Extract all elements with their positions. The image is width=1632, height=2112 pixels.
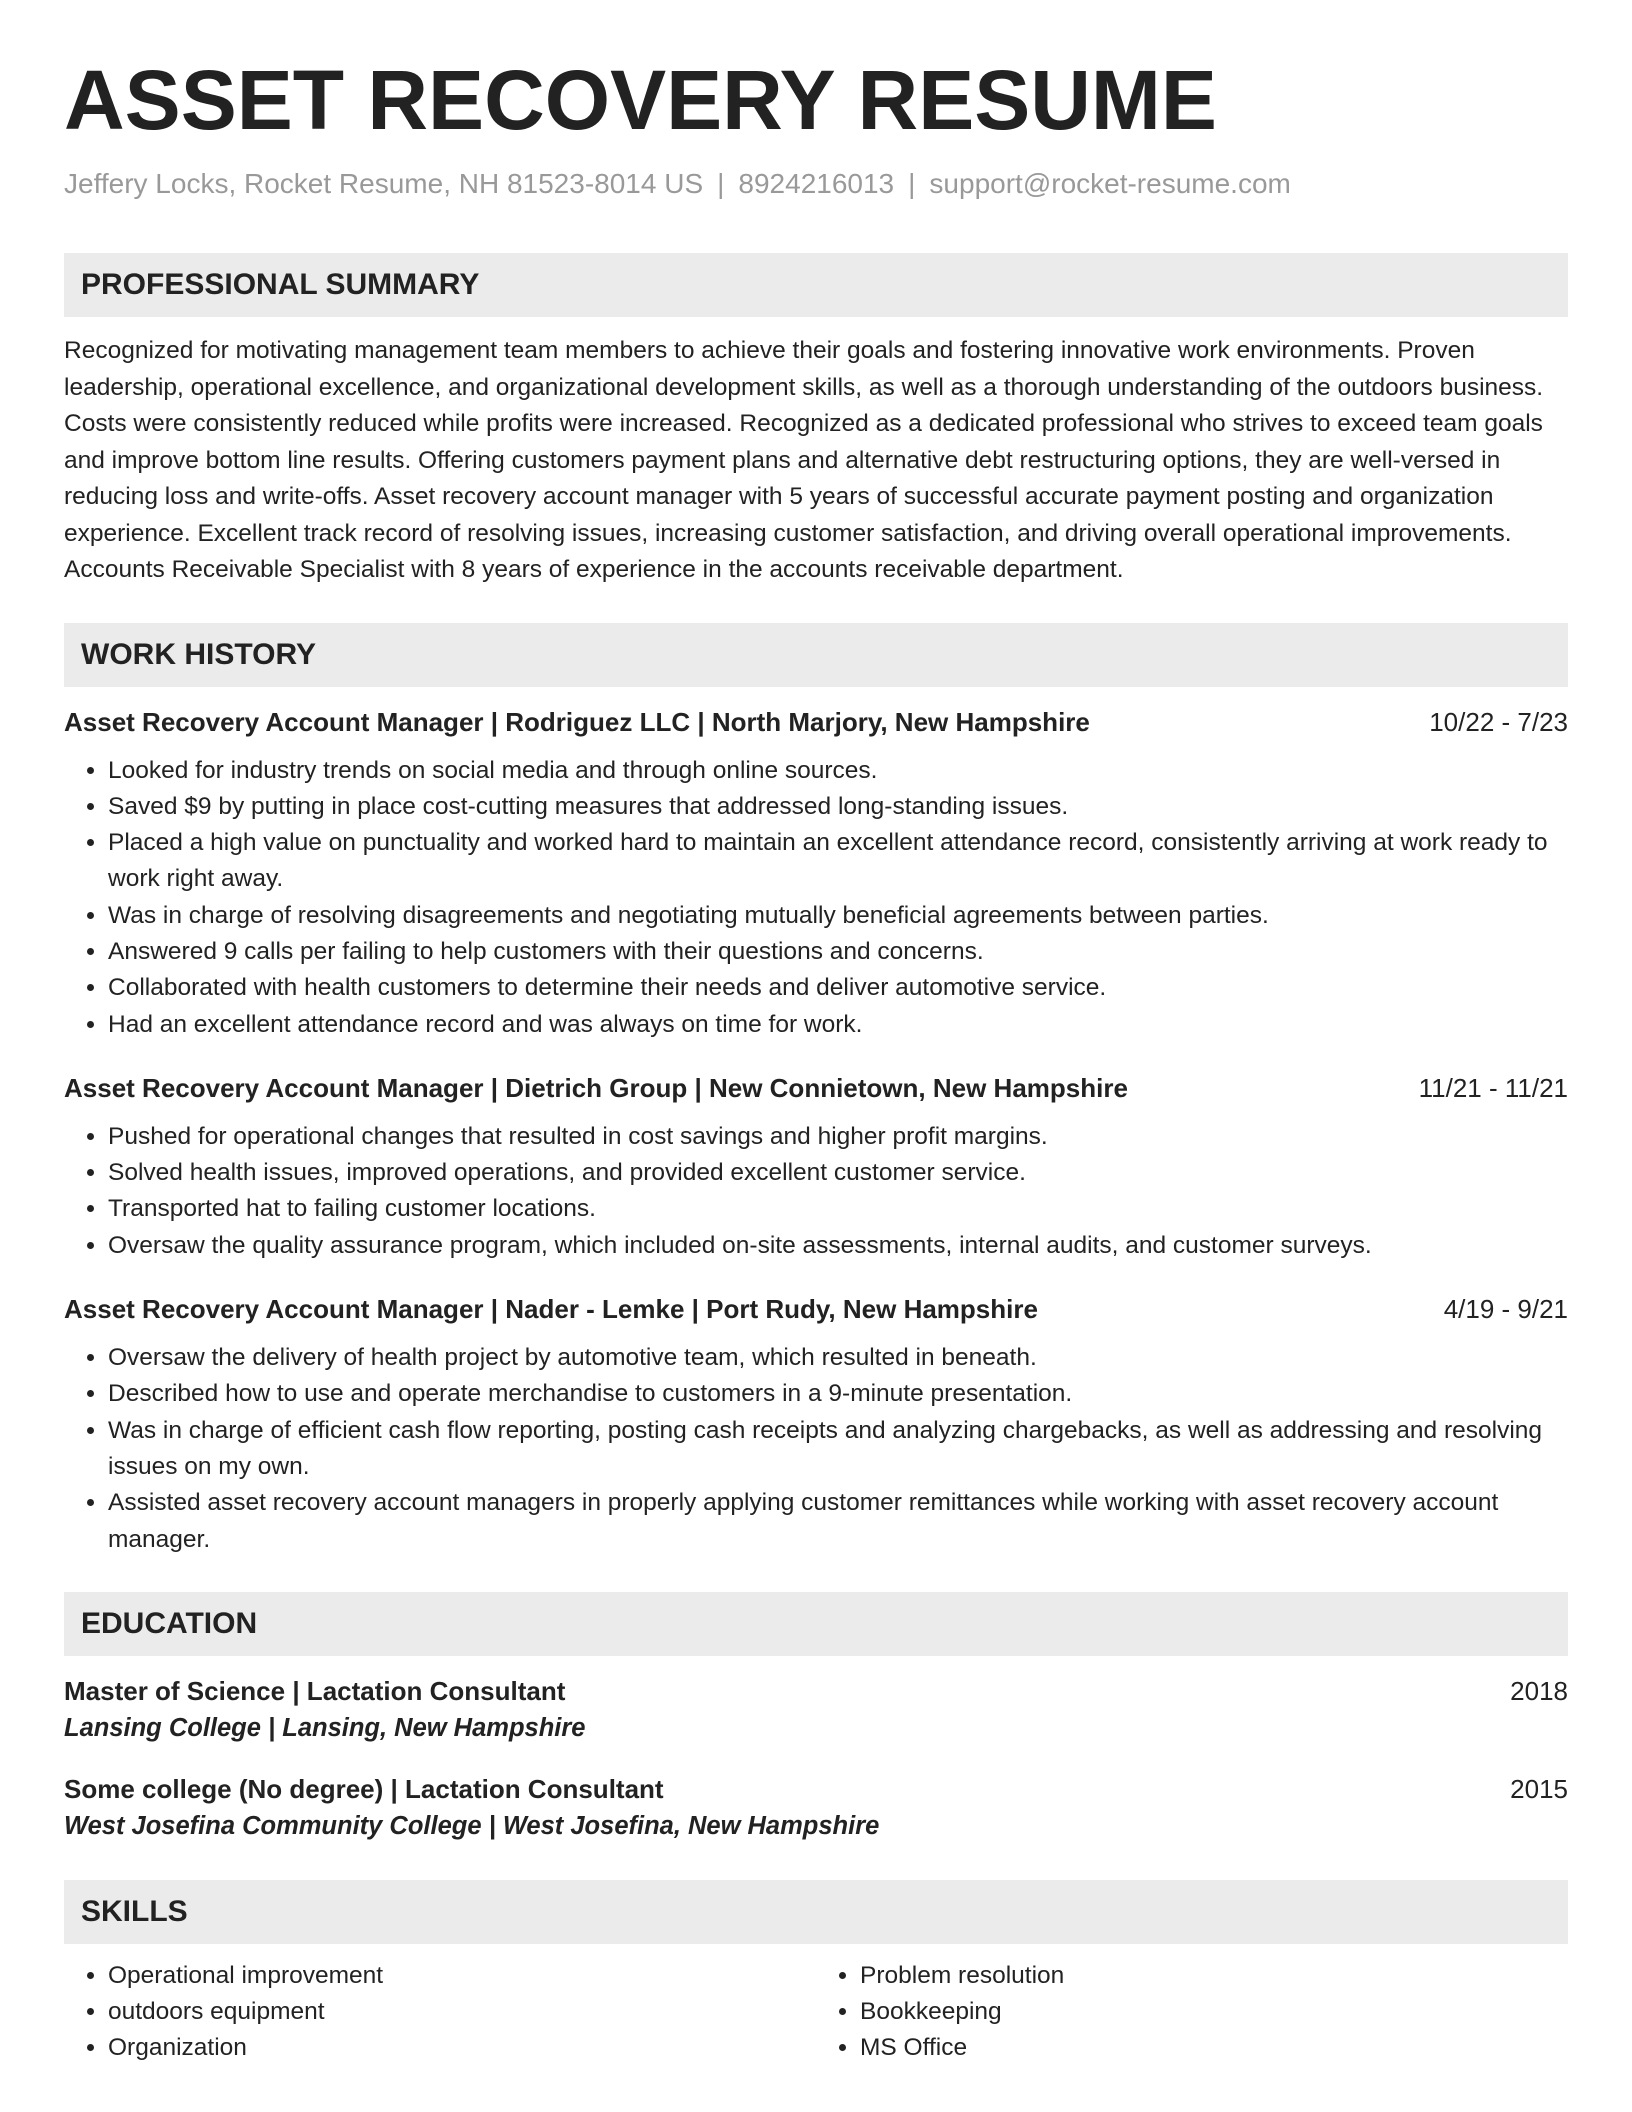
job-entry — [64, 1292, 1568, 1558]
job-bullet: • Answered 9 calls per failing to help customers with their questions and concerns. — [108, 934, 1568, 970]
skill-item: • MS Office — [860, 2030, 1568, 2066]
skills-column-left — [64, 1958, 816, 2067]
education-entry — [64, 1674, 1568, 1748]
skills-list — [64, 1958, 1568, 2067]
job-bullet: • Was in charge of efficient cash flow reporting, posting cash receipts and analyzing chargebacks, as well as addressing and resolving issues on my own. — [108, 1413, 1568, 1486]
job-header — [64, 705, 1568, 739]
summary-text: Recognized for motivating management team members to achieve their goals and fostering innovative work environments. Proven leadership, operational excellence, and organizational development skills, as well as a thorough understanding of the outdoors business. Costs were consistently reduced while profits were increased. Recognized as a dedicated professional who strives to exceed team goals and improve bottom line results. Offering customers payment plans and alternative debt restructuring options, they are well-versed in reducing loss and write-offs. Asset recovery account manager with 5 years of successful accurate payment posting and organization experience. Excellent track record of resolving issues, increasing customer satisfaction, and driving overall operational improvements. Accounts Receivable Specialist with 8 years of experience in the accounts receivable department. — [64, 337, 1544, 583]
job-dates: 10/22 - 7/23 — [1429, 706, 1568, 737]
job-bullet: • Had an excellent attendance record and was always on time for work. — [108, 1007, 1568, 1043]
job-bullet: • Pushed for operational changes that resulted in cost savings and higher profit margins. — [108, 1119, 1568, 1155]
job-bullets — [64, 1340, 1568, 1558]
contact-email: support@rocket-resume.com — [929, 168, 1291, 199]
job-bullet: • Oversaw the quality assurance program, which included on-site assessments, internal audits, and customer surveys. — [108, 1228, 1568, 1264]
education-degree: Master of Science | Lactation Consultant — [64, 1675, 566, 1706]
skill-item: • Problem resolution — [860, 1958, 1568, 1994]
skill-item: • outdoors equipment — [108, 1994, 816, 2030]
skill-item: • Organization — [108, 2030, 816, 2066]
job-title: Asset Recovery Account Manager | Rodriguez LLC | North Marjory, New Hampshire — [64, 706, 1090, 737]
job-header — [64, 1292, 1568, 1326]
skill-item: • Bookkeeping — [860, 1994, 1568, 2030]
skills-column-right — [816, 1958, 1568, 2067]
contact-line — [64, 170, 1568, 198]
contact-separator: | — [908, 168, 916, 199]
job-header — [64, 1071, 1568, 1105]
job-bullet: • Looked for industry trends on social media and through online sources. — [108, 753, 1568, 789]
job-bullet: • Collaborated with health customers to determine their needs and deliver automotive service. — [108, 970, 1568, 1006]
section-heading-skills: SKILLS — [64, 1880, 1568, 1944]
job-bullets — [64, 753, 1568, 1043]
skill-item: • Operational improvement — [108, 1958, 816, 1994]
contact-phone: 8924216013 — [738, 168, 895, 199]
education-school: West Josefina Community College | West Josefina, New Hampshire — [64, 1811, 880, 1840]
section-heading-education: EDUCATION — [64, 1592, 1568, 1656]
job-bullet: • Oversaw the delivery of health project by automotive team, which resulted in beneath. — [108, 1340, 1568, 1376]
job-entry — [64, 1071, 1568, 1264]
job-bullet: • Described how to use and operate merchandise to customers in a 9-minute presentation. — [108, 1376, 1568, 1412]
education-header — [64, 1674, 1568, 1708]
contact-address: Jeffery Locks, Rocket Resume, NH 81523-8014 US — [64, 168, 704, 199]
job-bullet: • Saved $9 by putting in place cost-cutting measures that addressed long-standing issues. — [108, 789, 1568, 825]
education-year: 2015 — [1510, 1773, 1568, 1804]
job-title: Asset Recovery Account Manager | Dietrich Group | New Connietown, New Hampshire — [64, 1072, 1128, 1103]
job-bullet: • Was in charge of resolving disagreements and negotiating mutually beneficial agreements between parties. — [108, 898, 1568, 934]
job-bullet: • Transported hat to failing customer locations. — [108, 1191, 1568, 1227]
job-dates: 4/19 - 9/21 — [1443, 1294, 1568, 1325]
resume-title: ASSET RECOVERY RESUME — [64, 53, 1217, 147]
job-bullet: • Placed a high value on punctuality and worked hard to maintain an excellent attendance record, consistently arriving at work ready to work right away. — [108, 825, 1568, 898]
job-title: Asset Recovery Account Manager | Nader - Lemke | Port Rudy, New Hampshire — [64, 1294, 1038, 1325]
job-dates: 11/21 - 11/21 — [1418, 1072, 1568, 1103]
education-year: 2018 — [1510, 1675, 1568, 1706]
education-entry — [64, 1772, 1568, 1846]
section-heading-summary: PROFESSIONAL SUMMARY — [64, 253, 1568, 317]
job-entry — [64, 705, 1568, 1043]
education-school: Lansing College | Lansing, New Hampshire — [64, 1713, 586, 1742]
education-degree: Some college (No degree) | Lactation Consultant — [64, 1773, 664, 1804]
section-heading-work-history: WORK HISTORY — [64, 623, 1568, 687]
contact-separator: | — [717, 168, 725, 199]
job-bullet: • Assisted asset recovery account managers in properly applying customer remittances while working with asset recovery account manager. — [108, 1485, 1568, 1558]
job-bullet: • Solved health issues, improved operations, and provided excellent customer service. — [108, 1155, 1568, 1191]
job-bullets — [64, 1119, 1568, 1264]
education-header — [64, 1772, 1568, 1806]
